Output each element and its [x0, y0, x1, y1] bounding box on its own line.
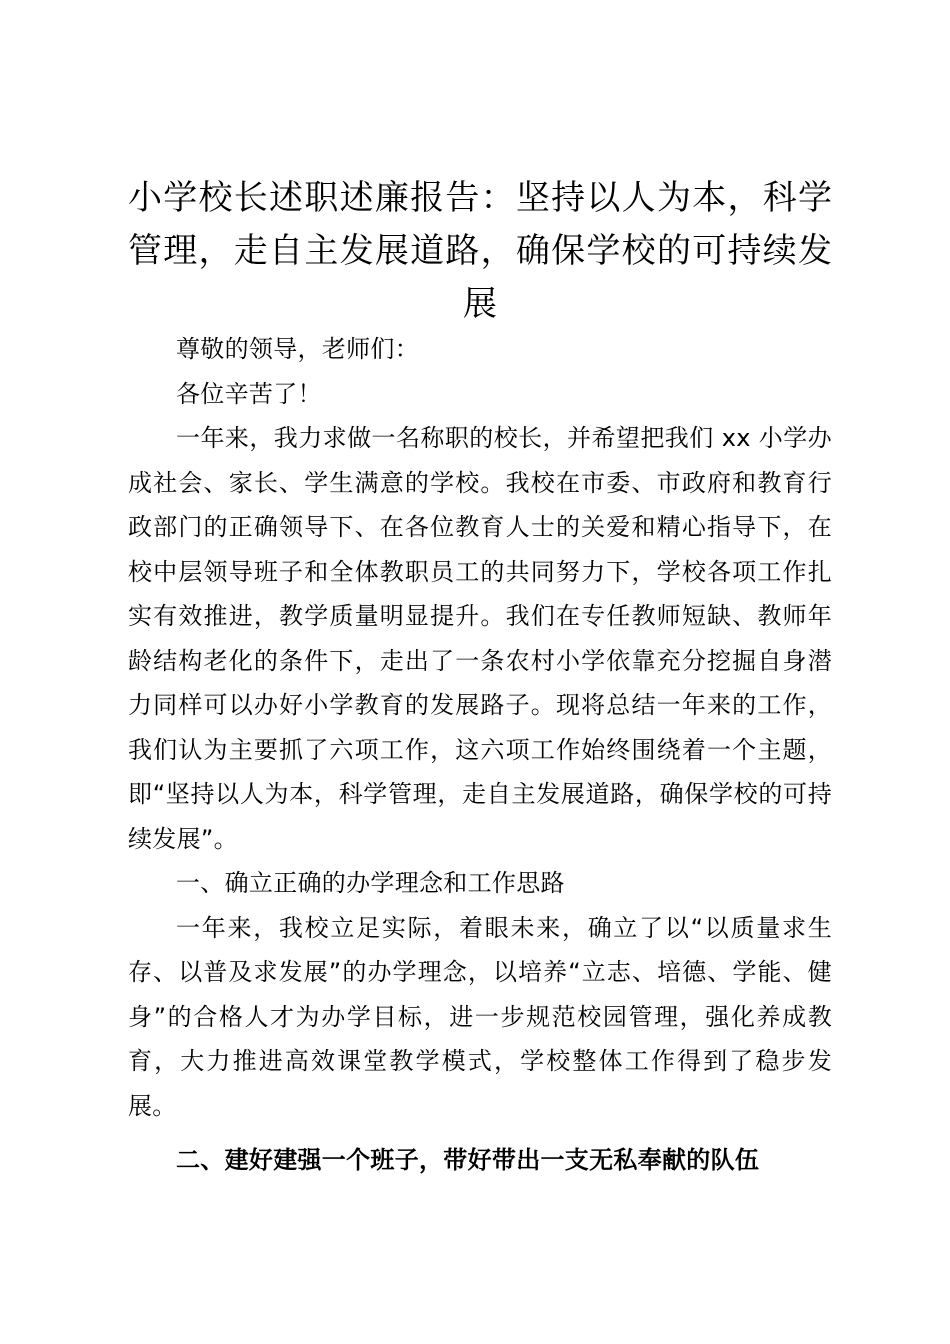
- section-heading-2: 二、建好建强一个班子，带好带出一支无私奉献的队伍: [176, 1146, 760, 1174]
- paragraph-intro: 一年来，我力求做一名称职的校长，并希望把我们 xx 小学办成社会、家长、学生满意的学校。我校在市委、市政府和教育行政部门的正确领导下、在各位教育人士的关爱和精心指导下，在校中层领导班子和全体教职员工的共同努力下，学校各项工作扎实有效推进，教学质量明显提升。我们在专任教师短缺、教师年龄结构老化的条件下，走出了一条农村小学依靠充分挖掘自身潜力同样可以办好小学教育的发展路子。现将总结一年来的工作，我们认为主要抓了六项工作，这六项工作始终围绕着一个主题，即“坚持以人为本，科学管理，走自主发展道路，确保学校的可持续发展”。: [128, 424, 832, 853]
- paragraph-section-1: 一年来，我校立足实际，着眼未来，确立了以“以质量求生存、以普及求发展”的办学理念，以培养“立志、培德、学能、健身”的合格人才为办学目标，进一步规范校园管理，强化养成教育，大力推进高效课堂教学模式，学校整体工作得到了稳步发展。: [128, 913, 832, 1120]
- salutation: 尊敬的领导，老师们：: [176, 335, 419, 363]
- document-body: [128, 327, 832, 1183]
- document-title: 小学校长述职述廉报告：坚持以人为本，科学管理，走自主发展道路，确保学校的可持续发展: [128, 178, 832, 324]
- greeting: 各位辛苦了！: [176, 379, 322, 408]
- section-heading-1: 一、确立正确的办学理念和工作思路: [176, 869, 565, 897]
